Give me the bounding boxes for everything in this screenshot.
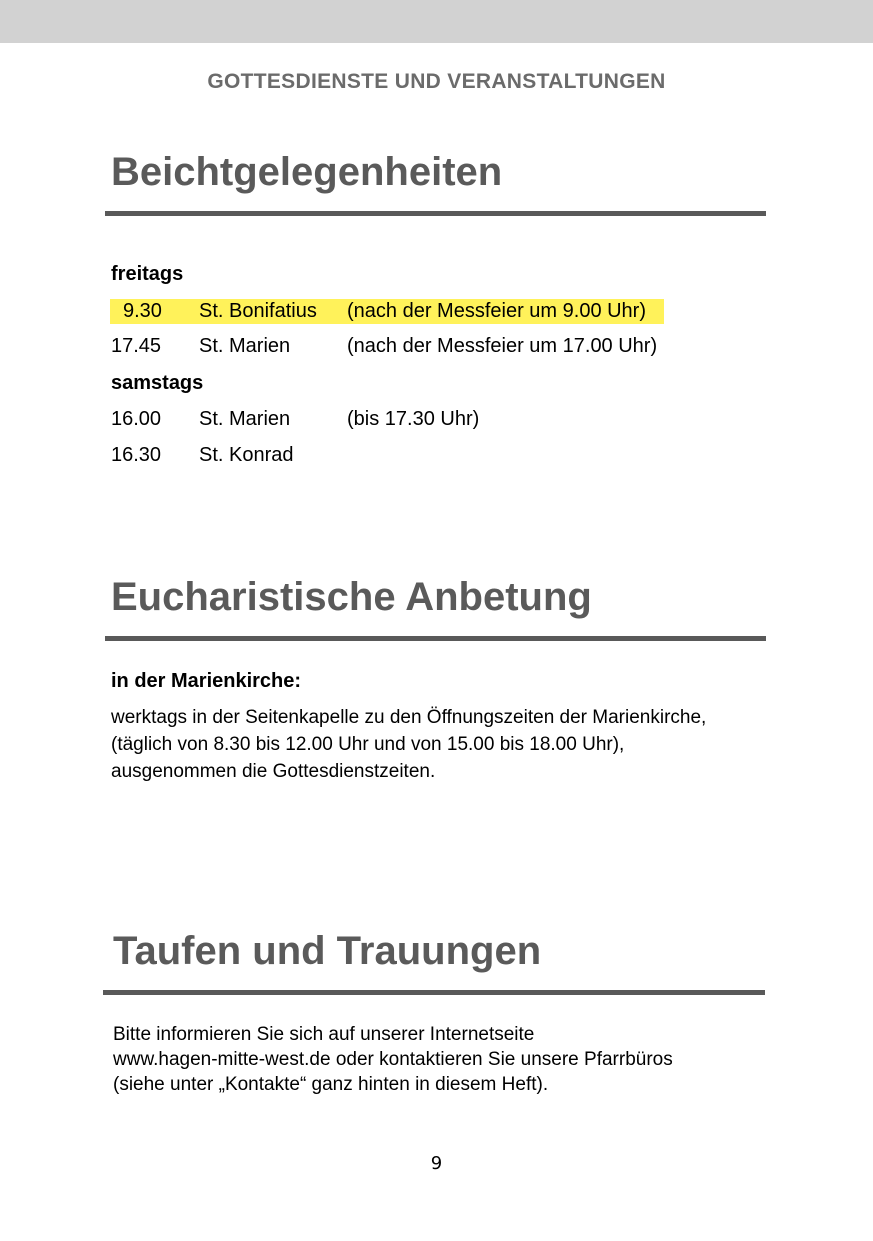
section-divider [105, 636, 766, 641]
section-title-taufen: Taufen und Trauungen [113, 929, 542, 973]
anbetung-text [111, 704, 706, 785]
schedule-place: St. Bonifatius [199, 300, 317, 322]
section-divider [105, 211, 766, 216]
text-line: Bitte informieren Sie sich auf unserer Internetseite [113, 1024, 535, 1045]
page-number: 9 [430, 1153, 443, 1174]
text-line: www.hagen-mitte-west.de oder kontaktieren Sie unsere Pfarrbüros [113, 1049, 673, 1070]
day-label-freitags: freitags [111, 263, 184, 285]
text-line: (siehe unter „Kontakte“ ganz hinten in diesem Heft). [113, 1074, 549, 1095]
top-bar [0, 0, 873, 43]
text-line: (täglich von 8.30 bis 12.00 Uhr und von 15.00 bis 18.00 Uhr), [111, 734, 625, 755]
schedule-time: 17.45 [111, 335, 162, 357]
section-divider [103, 990, 765, 995]
schedule-note: (nach der Messfeier um 9.00 Uhr) [347, 300, 647, 322]
day-label-samstags: samstags [111, 372, 204, 394]
page-header: GOTTESDIENSTE UND VERANSTALTUNGEN [207, 70, 666, 93]
schedule-time: 16.30 [111, 444, 162, 466]
section-title-beichtgelegenheiten: Beichtgelegenheiten [111, 150, 503, 194]
section-subtitle: in der Marienkirche: [111, 670, 302, 692]
taufen-text [113, 1022, 673, 1097]
schedule-time: 9.30 [123, 300, 162, 322]
schedule-note: (nach der Messfeier um 17.00 Uhr) [347, 335, 658, 357]
schedule-time: 16.00 [111, 408, 162, 430]
text-line: werktags in der Seitenkapelle zu den Öffnungszeiten der Marienkirche, [111, 707, 707, 728]
schedule-place: St. Marien [199, 335, 291, 357]
text-line: ausgenommen die Gottesdienstzeiten. [111, 761, 436, 782]
schedule-place: St. Marien [199, 408, 291, 430]
schedule-place: St. Konrad [199, 444, 294, 466]
section-title-anbetung: Eucharistische Anbetung [111, 575, 592, 619]
schedule-note: (bis 17.30 Uhr) [347, 408, 480, 430]
